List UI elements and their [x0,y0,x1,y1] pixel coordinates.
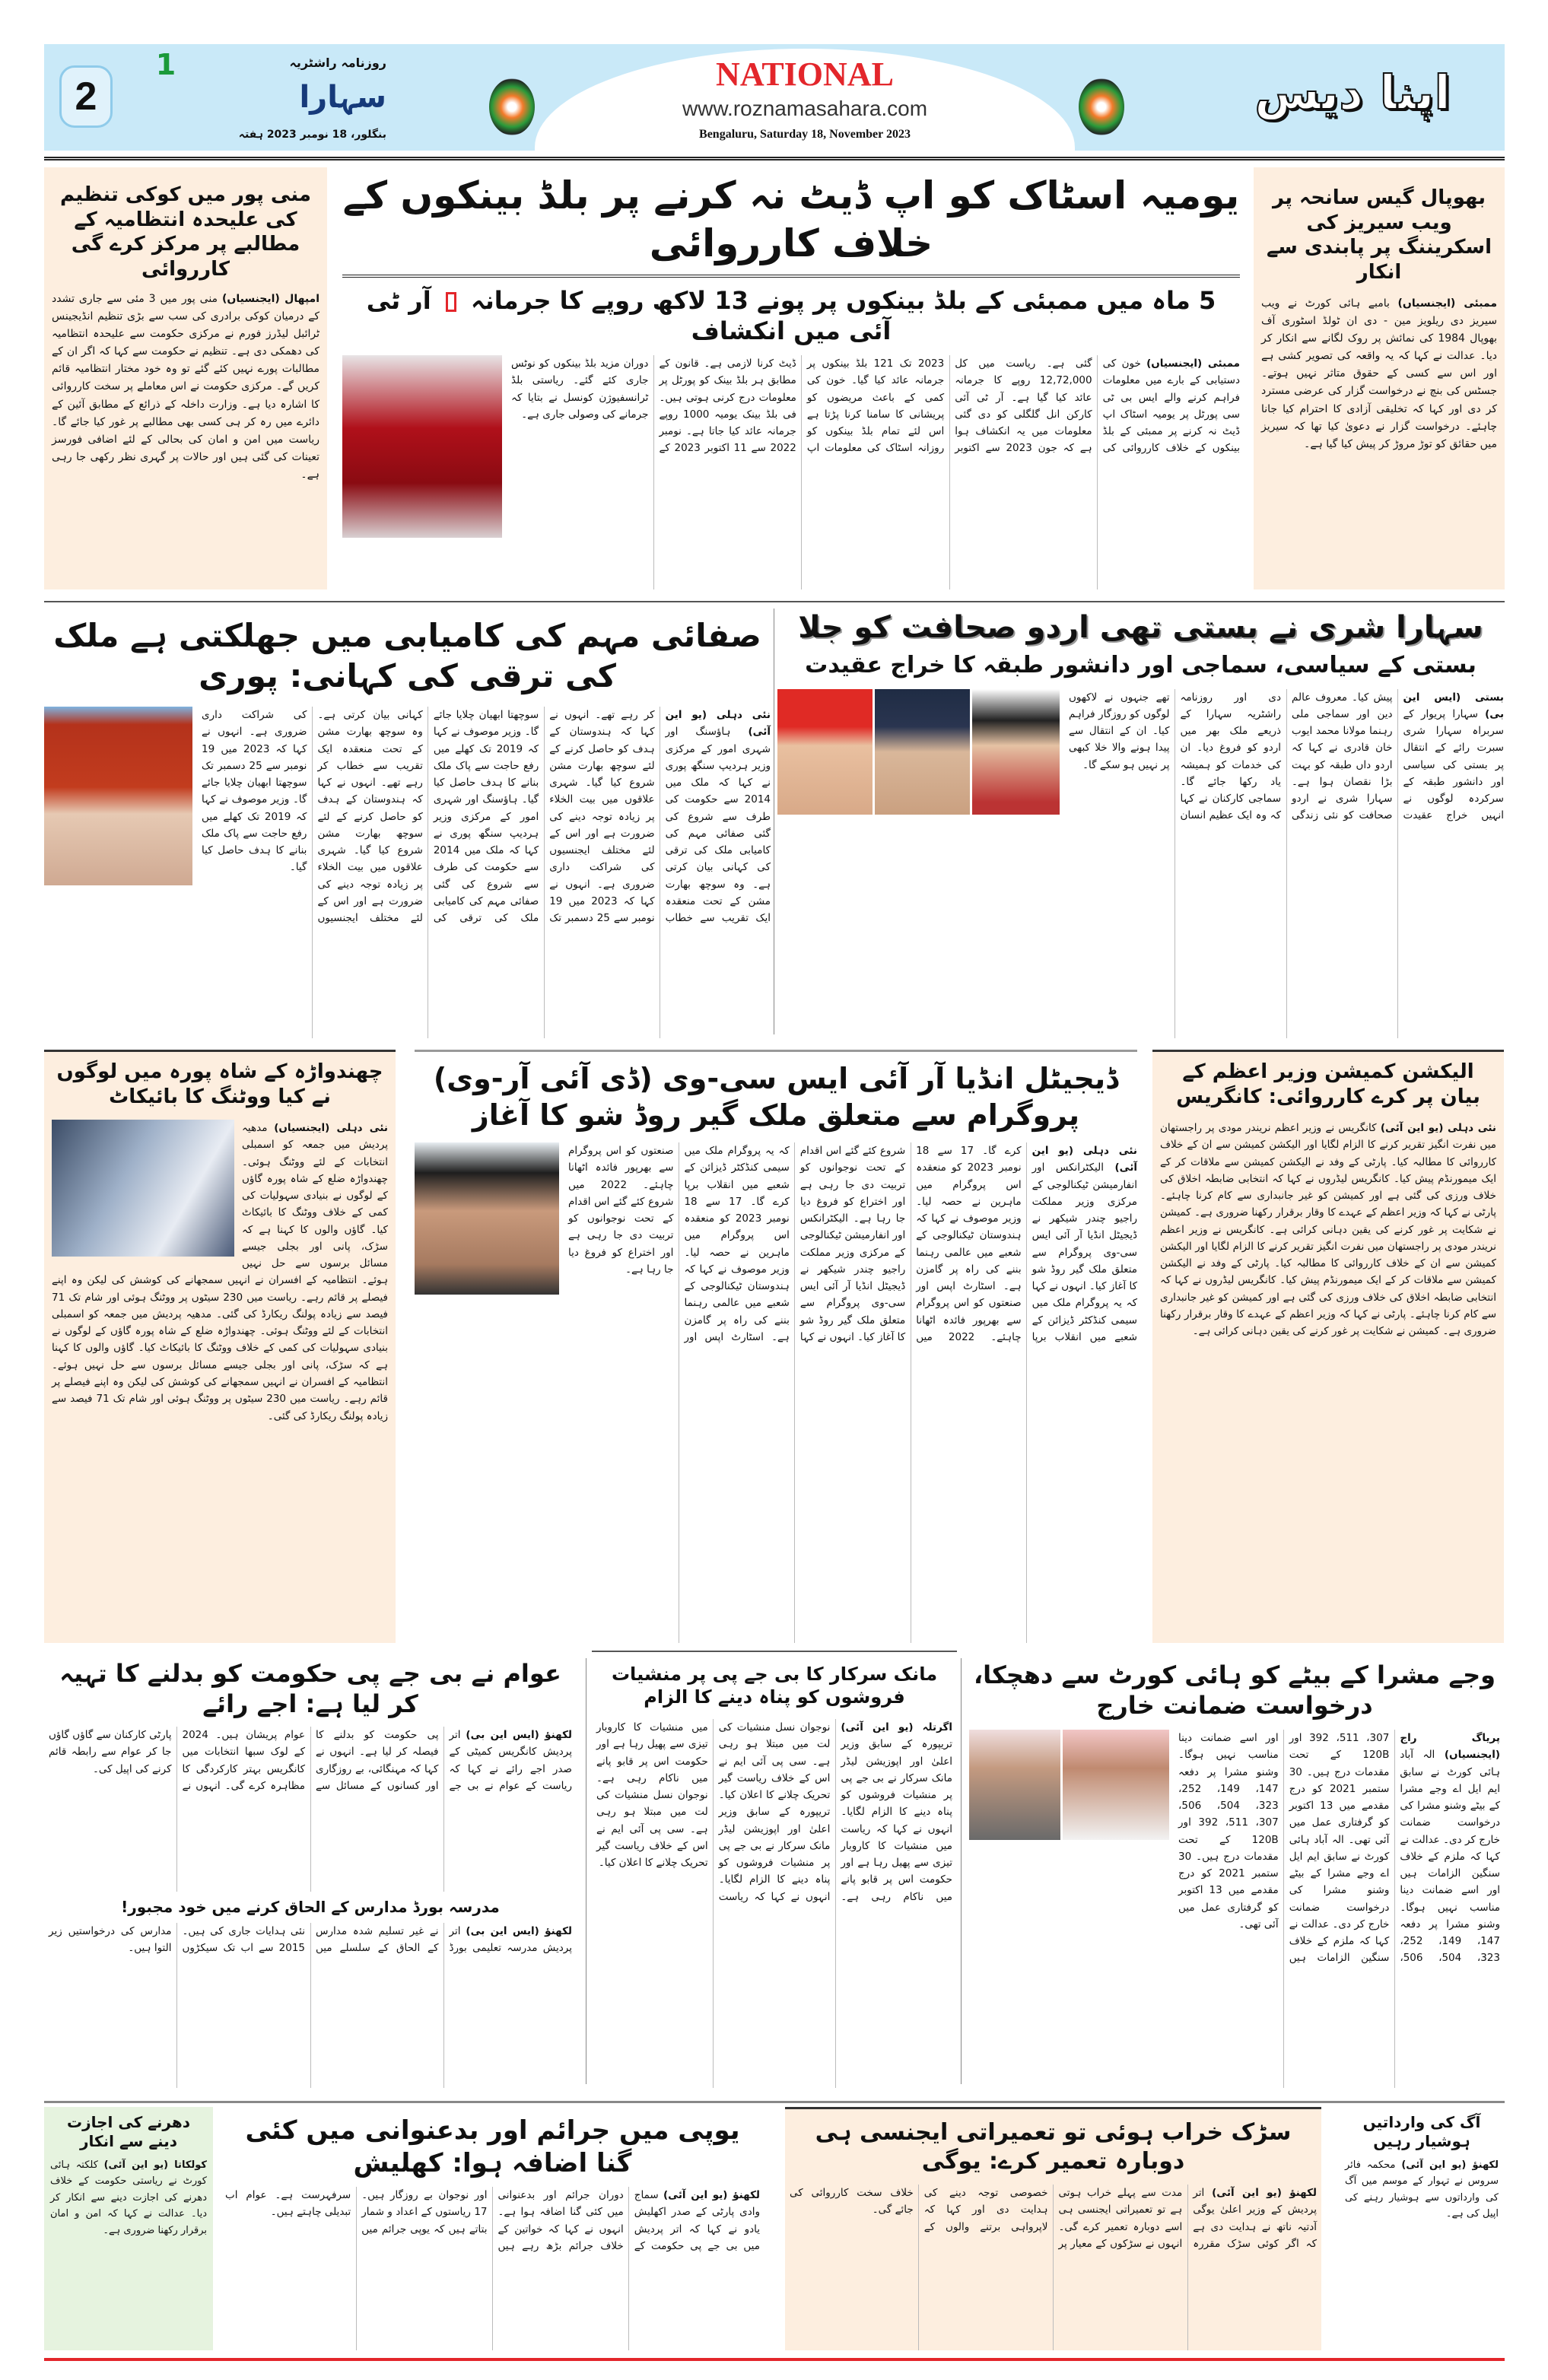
page-number-badge [59,65,113,128]
divider [44,601,1505,602]
article-body [1160,1120,1496,1635]
body-text: خون کی دستیابی کے بارے میں معلومات فراہم کرنے والے ایس بی ٹی سی پورٹل پر یومیہ اسٹاک اپ ڈیٹ نہ کرنے پر ممبئی کے بلڈ بینکوں کے خلاف کارروائی کی گئی ہے۔ ریاست میں کل 12,72,000 روپے کا جرمانہ عائد کیا گیا ہے۔ آر ٹی آئی کارکن انل گلگلی کو دی گئی معلومات میں یہ انکشاف ہوا ہے کہ جون 2023 سے اکتوبر 2023 تک 121 بلڈ بینکوں پر جرمانہ عائد کیا گیا۔ خون کی کمی کے باعث مریضوں کو پریشانی کا سامنا کرنا پڑتا ہے اس لئے تمام بلڈ بینکوں کو روزانہ اسٹاک کی معلومات اپ ڈیٹ کرنا لازمی ہے۔ قانون کے مطابق ہر بلڈ بینک کو پورٹل پر معلومات درج کرنی ہوتی ہیں۔ فی بلڈ بینک یومیہ 1000 روپے جرمانہ عائد کیا جاتا ہے۔ نومبر 2022 سے 11 اکتوبر 2023 کے دوران مزید بلڈ بینکوں کو نوٹس جاری کئے گئے۔ ریاستی بلڈ ٹرانسفیوژن کونسل نے بتایا کہ جرمانے کی وصولی جاری ہے۔ [511,357,1240,455]
article-body [592,1719,957,2088]
body-text: اتر پردیش مدرسہ تعلیمی بورڈ نے غیر تسلیم شدہ مدارس کے الحاق کے سلسلے میں نئی ہدایات جاری کی ہیں۔ 2015 سے اب تک سیکڑوں مدارس کی درخواستیں زیر التوا ہیں۔ [49,1925,572,1955]
dateline: لکھنؤ (یو این آئی) [663,2189,760,2201]
dateline: نئی دہلی (یو این آئی) [665,709,771,739]
body-text: ہاؤسنگ اور شہری امور کے مرکزی وزیر ہردیپ سنگھ پوری نے کہا کہ ملک میں 2014 سے حکومت کی طرف سے شروع کی گئی صفائی مہم کی کامیابی ملک کی ترقی کی کہانی بیان کرتی ہے۔ وہ سوچھ بھارت مشن کے تحت منعقدہ ایک تقریب سے خطاب کر رہے تھے۔ انہوں نے کہا کہ ہندوستان کے ہدف کو حاصل کرنے کے لئے سوچھ بھارت مشن شروع کیا گیا۔ شہری علاقوں میں بیت الخلاء پر زیادہ توجہ دینے کی ضرورت ہے اور اس کے لئے مختلف ایجنسیوں کی شراکت داری ضروری ہے۔ انہوں نے کہا کہ 2023 میں 19 نومبر سے 25 دسمبر تک سوچھتا ابھیان چلایا جائے گا۔ وزیر موصوف نے کہا کہ 2019 تک کھلے میں رفع حاجت سے پاک ملک بنانے کا ہدف حاصل کیا گیا۔ [202,709,539,925]
article-chhindwara [44,1050,396,1643]
article-digital-india [415,1050,1137,1643]
dateline: نئی دہلی (یو این آئی) [1031,1145,1138,1174]
body-text: مدھیہ پردیش میں جمعہ کو اسمبلی انتخابات کے لئے ووٹنگ ہوئی۔ چھندواڑہ ضلع کے شاہ پورہ گاؤں کے لوگوں نے بنیادی سہولیات کی کمی کے خلاف ووٹنگ کا بائیکاٹ کیا۔ گاؤں والوں کا کہنا ہے کہ سڑک، پانی اور بجلی جیسے مسائل برسوں سے حل نہیں ہوئے۔ انتظامیہ کے افسران نے انہیں سمجھانے کی کوشش کی لیکن وہ اپنے فیصلے پر قائم رہے۔ ریاست میں 230 سیٹوں پر ووٹنگ ہوئی اور شام تک 71 فیصد سے زیادہ پولنگ ریکارڈ کی گئی۔ [52,1122,389,1320]
body-text: اتر پردیش کانگریس کمیٹی کے صدر اجے رائے نے کہا کہ ریاست کے عوام نے بی جے پی حکومت کو بدلنے کا فیصلہ کر لیا ہے۔ انہوں نے کہا کہ مہنگائی، بے روزگاری اور کسانوں کے مسائل سے عوام پریشان ہیں۔ 2024 کے لوک سبھا انتخابات میں کانگریس بہتر کارکردگی کا مظاہرہ کرے گی۔ انہوں نے پارٹی کارکنان سے گاؤں گاؤں جا کر عوام سے رابطہ قائم کرنے کی اپیل کی۔ [49,1729,572,1792]
article-dharna [44,2107,213,2350]
article-headline: مانک سرکار کا بی جے پی پر منشیات فروشوں کو پناہ دینے کا الزام [611,1663,938,1708]
divider [961,1658,962,2084]
divider [44,2101,1505,2103]
portrait-photo [1063,1730,1169,1840]
article-headline: دھرنے کی اجازت دینے سے انکار [67,2113,190,2150]
article-content [415,1142,1137,1643]
dateline-english: Bengaluru, Saturday 18, November 2023 [699,128,911,141]
article-headline: وجے مشرا کے بیٹے کو ہائی کورٹ سے دھچکا، درخواست ضمانت خارج [973,1660,1496,1720]
sunburst-icon [489,78,535,135]
article-aag [1339,2107,1505,2350]
article-headline: آگ کی وارداتیں ہوشیار رہیں [1362,2113,1481,2150]
article-sarak [785,2107,1321,2350]
rajeev-chandrasekhar-photo [415,1142,559,1295]
dateline: لکھنؤ (ایس این بی) [466,1729,572,1741]
article-headline: یوپی میں جرائم اور بدعنوانی میں کئی گنا اضافہ ہوا: کھلیش [245,2115,740,2178]
article-election-commission [1152,1050,1504,1643]
article-headline: ڈیجیٹل انڈیا آر آئی ایس سی-وی (ڈی آئی آر-وی) پروگرام سے متعلق ملک گیر روڈ شو کا آغاز [433,1062,1119,1132]
body-text: الہ آباد ہائی کورٹ نے سابق ایم ایل اے وجے مشرا کے بیٹے وشنو مشرا کی درخواست ضمانت خارج کر دی۔ عدالت نے کہا کہ ملزم کے خلاف سنگین الزامات ہیں اور اسے ضمانت دینا مناسب نہیں ہوگا۔ وشنو مشرا پر دفعہ 147، 149، 252، 323، 504، 506، 307، 511، 392 اور 120B کے تحت مقدمات درج ہیں۔ 30 ستمبر 2021 کو درج مقدمے میں 13 اکتوبر کو گرفتاری عمل میں آئی تھی۔ [1289,1732,1500,1965]
article-headline: صفائی مہم کی کامیابی میں جھلکتی ہے ملک کی ترقی کی کہانی: پوری [53,617,761,694]
bullet-icon [446,292,456,312]
article-headline: بھوپال گیس سانحہ پر ویب سیریز کی اسکریننگ پر پابندی سے انکار [1266,186,1492,284]
article-body [52,291,319,582]
article-headline: چھندواڑہ کے شاہ پورہ میں لوگوں نے کیا ووٹنگ کا بائیکاٹ [56,1060,383,1108]
article-content [965,1730,1505,2088]
article-sahara-shri [777,609,1504,1038]
dateline: نئی دہلی (یو این آئی) [1380,1122,1496,1134]
masthead [44,44,1505,151]
portrait-photos [777,689,1060,815]
website-link[interactable]: www.roznamasahara.com [682,97,928,120]
article-subheadline: بستی کے سیاسی، سماجی اور دانشور طبقہ کا خراج عقیدت [805,652,1476,678]
body-text: تریپورہ کے سابق وزیر اعلیٰ اور اپوزیشن لیڈر مانک سرکار نے بی جے پی پر منشیات فروشوں کو پناہ دینے کا الزام لگایا۔ انہوں نے کہا کہ ریاست میں منشیات کا کاروبار تیزی سے پھیل رہا ہے اور حکومت اس پر قابو پانے میں ناکام رہی ہے۔ نوجوان نسل منشیات کی لت میں مبتلا ہو رہی ہے۔ سی پی آئی ایم نے اس کے خلاف ریاست گیر تحریک چلانے کا اعلان کیا۔ [596,1721,831,1903]
article-body [1261,295,1497,582]
hardeep-puri-photo [44,707,192,885]
article-body [221,2187,764,2350]
body-text: کانگریس نے وزیر اعظم نریندر مودی پر راجستھان میں نفرت انگیز تقریر کرنے کا الزام لگایا اور الیکشن کمیشن سے ان کے خلاف کارروائی کا مطالبہ کیا۔ پارٹی کے وفد نے الیکشن کمیشن سے ملاقات کر کے ایک میمورنڈم پیش کیا۔ کانگریس لیڈروں نے کہا کہ انتخابی ضابطہ اخلاق کی خلاف ورزی کی گئی ہے اور کمیشن کو غیر جانبداری سے کام کرنا چاہئے۔ پارٹی نے کہا کہ وزیر اعظم کے عہدے کا وقار برقرار رکھنا ضروری ہے۔ کمیشن نے شکایت پر غور کرنے کی یقین دہانی کرائی ہے۔ [1160,1122,1496,1236]
article-awam [44,1651,577,2088]
article-up-crime [221,2107,764,2350]
dateline: اگرتلہ (یو این آئی) [841,1721,952,1733]
body-text: سہارا پریوار کے سربراہ سہارا شری سبرت رائے کے انتقال پر بستی کی سیاسی اور دانشور طبقہ کے سرکردہ لوگوں نے انہیں خراج عقیدت پیش کیا۔ معروف عالم دین اور سماجی ملی رہنما مولانا محمد ایوب خان قادری نے کہا کہ اردو داں طبقہ کو بہت بڑا نقصان ہوا ہے۔ سہارا شری نے اردو صحافت کو نئی زندگی دی اور روزنامہ راشٹریہ سہارا کے ذریعے ملک بھر میں اردو کو فروغ دیا۔ ان کی خدمات کو ہمیشہ یاد رکھا جائے گا۔ سماجی کارکنان نے کہا کہ وہ ایک عظیم انسان تھے جنہوں نے لاکھوں لوگوں کو روزگار فراہم کیا۔ ان کے انتقال سے پیدا ہونے والا خلا کبھی پر نہیں ہو سکے گا۔ [1069,691,1504,822]
article-bhopal [1254,167,1505,589]
body-text: سماج وادی پارٹی کے صدر اکھلیش یادو نے کہا کہ اتر پردیش میں بی جے پی حکومت کے دوران جرائم اور بدعنوانی میں کئی گنا اضافہ ہوا ہے۔ انہوں نے کہا کہ خواتین کے خلاف جرائم بڑھ رہے ہیں اور نوجوان بے روزگار ہیں۔ 17 ریاستوں کے اعداد و شمار بتاتے ہیں کہ یوپی جرائم میں سرفہرست ہے۔ عوام اب تبدیلی چاہتے ہیں۔ [225,2189,760,2252]
sahara-logo: سہارا [299,80,386,115]
article-headline: سہارا شری نے بستی تھی اردو صحافت کو جلا [798,610,1483,645]
article-headline: منی پور میں کوکی تنظیم کی علیحدہ انتظامیہ کے مطالبے پر مرکز کرے گی کارروائی [60,183,311,281]
dateline: لکھنؤ (یو این آئی) [1401,2159,1499,2171]
article-body [52,1120,388,1635]
article-safai [44,609,771,1038]
body-text: مدھیہ پردیش میں جمعہ کو اسمبلی انتخابات کے لئے ووٹنگ ہوئی۔ چھندواڑہ ضلع کے شاہ پورہ گاؤں کے لوگوں نے بنیادی سہولیات کی کمی کے خلاف ووٹنگ کا بائیکاٹ کیا۔ گاؤں والوں کا کہنا ہے کہ سڑک، پانی اور بجلی جیسے مسائل برسوں سے حل نہیں ہوئے۔ انتظامیہ کے افسران نے انہیں سمجھانے کی کوشش کی لیکن وہ اپنے فیصلے پر قائم رہے۔ ریاست میں 230 سیٹوں پر ووٹنگ ہوئی اور شام تک 71 فیصد سے زیادہ پولنگ ریکارڈ کی گئی۔ [52,1308,388,1422]
article-content [777,689,1504,1039]
dateline: کولکاتا (یو این آئی) [103,2159,207,2171]
body-text: کلکتہ ہائی کورٹ نے ریاستی حکومت کے خلاف دھرنے کی اجازت دینے سے انکار کر دیا۔ عدالت نے کہا کہ امن و امان برقرار رکھنا ضروری ہے۔ [50,2159,207,2236]
subheadline-text: 5 ماہ میں ممبئی کے بلڈ بینکوں پر پونے 13 لاکھ روپے کا جرمانہ [470,286,1216,315]
body-text: کانگریس نے وزیر اعظم نریندر مودی پر راجستھان میں نفرت انگیز تقریر کرنے کا الزام لگایا اور الیکشن کمیشن سے ان کے خلاف کارروائی کا مطالبہ کیا۔ پارٹی کے وفد نے الیکشن کمیشن سے ملاقات کر کے ایک میمورنڈم پیش کیا۔ کانگریس لیڈروں نے کہا کہ انتخابی ضابطہ اخلاق کی خلاف ورزی کی گئی ہے اور کمیشن کو غیر جانبداری سے کام کرنا چاہئے۔ پارٹی نے کہا کہ وزیر اعظم کے عہدے کا وقار برقرار رکھنا ضروری ہے۔ کمیشن نے شکایت پر غور کرنے کی یقین دہانی کرائی ہے۔ [1160,1223,1497,1338]
section-title-urdu: اپنا دیس [1254,65,1451,120]
article-body [785,2185,1321,2350]
article-body [1069,689,1504,1039]
body-text: الیکٹرانکس اور انفارمیشن ٹیکنالوجی کے مرکزی وزیر مملکت راجیو چندر شیکھر نے ڈیجیٹل انڈیا آر آئی ایس سی-وی پروگرام سے متعلق ملک گیر روڈ شو کا آغاز کیا۔ انہوں نے کہا کہ یہ پروگرام ملک میں سیمی کنڈکٹر ڈیزائن کے شعبے میں انقلاب برپا کرے گا۔ 17 سے 18 نومبر 2023 کو منعقدہ اس پروگرام میں ماہرین نے حصہ لیا۔ وزیر موصوف نے کہا کہ ہندوستان ٹیکنالوجی کے شعبے میں عالمی رہنما بننے کی راہ پر گامزن ہے۔ اسٹارٹ اپس اور صنعتوں کو اس پروگرام سے بھرپور فائدہ اٹھانا چاہئے۔ 2022 میں شروع کئے گئے اس اقدام کے تحت نوجوانوں کو تربیت دی جا رہی ہے اور اختراع کو فروغ دیا جا رہا ہے۔ [799,1145,1137,1343]
anniversary-mark: 1 [155,48,176,81]
header-rule [44,157,1505,160]
sub-article-body [44,1923,577,2088]
body-text: الہ آباد ہائی کورٹ نے سابق ایم ایل اے وجے مشرا کے بیٹے وشنو مشرا کی درخواست ضمانت خارج کر دی۔ عدالت نے کہا کہ ملزم کے خلاف سنگین الزامات ہیں اور اسے ضمانت دینا مناسب نہیں ہوگا۔ وشنو مشرا پر دفعہ 147، 149، 252، 323، 504، 506، 307، 511، 392 اور 120B کے تحت مقدمات درج ہیں۔ 30 ستمبر 2021 کو درج مقدمے میں 13 اکتوبر کو گرفتاری عمل میں آئی تھی۔ [1178,1732,1390,1965]
blood-bag-photo [342,355,502,538]
portrait-photo [777,689,873,815]
article-mishra [965,1651,1505,2088]
dateline: پریاگ راج (ایجنسیاں) [1400,1732,1500,1762]
evm-voting-photo [52,1120,234,1257]
dateline: امپھال (ایجنسیاں) [222,293,320,305]
article-blood-bank [335,167,1248,589]
dateline: بستی (ایس این بی) [1403,691,1505,720]
dateline: ممبئی (ایجنسیاں) [1397,297,1497,310]
dateline: نئی دہلی (ایجنسیاں) [274,1122,388,1134]
portrait-photo [875,689,970,815]
article-body [511,355,1240,589]
dateline: ممبئی (ایجنسیاں) [1146,357,1240,370]
subheadline-text-2: آر ٹی آئی میں انکشاف [366,286,892,345]
sunburst-icon [1079,78,1124,135]
article-headline: عوام نے بی جے پی حکومت کو بدلنے کا تہیہ کر لیا ہے: اجے رائے [59,1659,561,1718]
article-content [342,355,1240,589]
logo-subtitle: روزنامہ راشٹریہ [289,56,386,70]
portrait-photos [969,1730,1169,1840]
dateline: لکھنؤ (ایس این بی) [466,1925,572,1937]
article-headline: یومیہ اسٹاک کو اپ ڈیٹ نہ کرنے پر بلڈ بینکوں کے خلاف کارروائی [342,172,1240,278]
body-text: محکمہ فائر سروس نے تہوار کے موسم میں آگ کی وارداتوں سے ہوشیار رہنے کی اپیل کی ہے۔ [1345,2159,1499,2220]
body-text: بامبے ہائی کورٹ نے ویب سیریز دی ریلویز مین - دی ان ٹولڈ اسٹوری آف بھوپال 1984 کی نمائش پر روک لگانے سے انکار کر دیا۔ عدالت نے کہا کہ یہ واقعہ کی تصویر کشی ہے اور اس سے کسی کے حقوق متاثر نہیں ہوتے۔ جسٹس کی بنچ نے درخواست گزار کی عرضی مسترد کر دی اور کہا کہ تخلیقی آزادی کا احترام کیا جانا چاہئے۔ درخواست گزار نے دعویٰ کیا تھا کہ سیریز میں حقائق کو توڑ مروڑ کر پیش کیا گیا ہے۔ [1261,297,1498,450]
portrait-photo [972,689,1060,815]
article-headline: الیکشن کمیشن وزیر اعظم کے بیان پر کرے کارروائی: کانگریس [1176,1060,1480,1108]
page-number: 2 [75,75,97,119]
section-title-english: NATIONAL [716,56,894,93]
body-text: ہاؤسنگ اور شہری امور کے مرکزی وزیر ہردیپ سنگھ پوری نے کہا کہ ملک میں 2014 سے حکومت کی طرف سے شروع کی گئی صفائی مہم کی کامیابی ملک کی ترقی کی کہانی بیان کرتی ہے۔ وہ سوچھ بھارت مشن کے تحت منعقدہ ایک تقریب سے خطاب کر رہے تھے۔ انہوں نے کہا کہ ہندوستان کے ہدف کو حاصل کرنے کے لئے سوچھ بھارت مشن شروع کیا گیا۔ شہری علاقوں میں بیت الخلاء پر زیادہ توجہ دینے کی ضرورت ہے اور اس کے لئے مختلف ایجنسیوں کی شراکت داری ضروری ہے۔ انہوں نے کہا کہ 2023 میں 19 نومبر سے 25 دسمبر تک سوچھتا ابھیان چلایا جائے گا۔ وزیر موصوف نے کہا کہ 2019 تک کھلے میں رفع حاجت سے پاک ملک بنانے کا ہدف حاصل کیا گیا۔ [433,709,771,925]
portrait-photo [969,1730,1060,1840]
article-body [44,1727,577,1892]
article-headline: سڑک خراب ہوئی تو تعمیراتی ایجنسی ہی دوبارہ تعمیر کرے: یوگی [815,2119,1292,2175]
article-manik-sarkar [592,1651,957,2088]
footer-rule [44,2358,1505,2361]
article-body [1345,2157,1499,2344]
sub-article-headline: مدرسہ بورڈ مدارس کے الحاق کرنے میں خود مجبور! [121,1898,500,1916]
body-text: الیکٹرانکس اور انفارمیشن ٹیکنالوجی کے مرکزی وزیر مملکت راجیو چندر شیکھر نے ڈیجیٹل انڈیا آر آئی ایس سی-وی پروگرام سے متعلق ملک گیر روڈ شو کا آغاز کیا۔ انہوں نے کہا کہ یہ پروگرام ملک میں سیمی کنڈکٹر ڈیزائن کے شعبے میں انقلاب برپا کرے گا۔ 17 سے 18 نومبر 2023 کو منعقدہ اس پروگرام میں ماہرین نے حصہ لیا۔ وزیر موصوف نے کہا کہ ہندوستان ٹیکنالوجی کے شعبے میں عالمی رہنما بننے کی راہ پر گامزن ہے۔ اسٹارٹ اپس اور صنعتوں کو اس پروگرام سے بھرپور فائدہ اٹھانا چاہئے۔ 2022 میں شروع کئے گئے اس اقدام کے تحت نوجوانوں کو تربیت دی جا رہی ہے اور اختراع کو فروغ دیا جا رہا ہے۔ [568,1145,906,1343]
article-subheadline [342,285,1240,346]
body-text: اتر پردیش کے وزیر اعلیٰ یوگی آدتیہ ناتھ نے ہدایت دی ہے کہ اگر کوئی سڑک مقررہ مدت سے پہلے خراب ہوتی ہے تو تعمیراتی ایجنسی ہی اسے دوبارہ تعمیر کرے گی۔ انہوں نے سڑکوں کے معیار پر خصوصی توجہ دینے کی ہدایت دی اور کہا کہ لاپرواہی برتنے والوں کے خلاف سخت کارروائی کی جائے گی۔ [790,2187,1317,2250]
body-text: منی پور میں 3 مئی سے جاری تشدد کے درمیان کوکی برادری کی سب سے بڑی تنظیم انڈیجینس ٹرائبل لیڈرز فورم نے مرکزی حکومت سے علیحدہ انتظامیہ کی دھمکی دی ہے۔ تنظیم نے حکومت سے کہا کہ اگر ان کے مطالبات پورے نہیں کئے گئے تو وہ خود مختار انتظامیہ قائم کریں گے۔ مرکزی حکومت نے اس معاملے پر سخت کارروائی کا اشارہ دیا ہے۔ وزارت داخلہ کے ذرائع کے مطابق آئین کے دائرے میں رہ کر ہی کسی بھی مطالبے پر غور کیا جائے گا۔ ریاست میں امن و امان کی بحالی کے لئے اضافی فورسز تعینات کی گئی ہیں اور حالات پر گہری نظر رکھی جا رہی ہے۔ [52,293,319,481]
article-body [202,707,771,1038]
body-text: تریپورہ کے سابق وزیر اعلیٰ اور اپوزیشن لیڈر مانک سرکار نے بی جے پی پر منشیات فروشوں کو پناہ دینے کا الزام لگایا۔ انہوں نے کہا کہ ریاست میں منشیات کا کاروبار تیزی سے پھیل رہا ہے اور حکومت اس پر قابو پانے میں ناکام رہی ہے۔ نوجوان نسل منشیات کی لت میں مبتلا ہو رہی ہے۔ سی پی آئی ایم نے اس کے خلاف ریاست گیر تحریک چلانے کا اعلان کیا۔ [718,1721,952,1903]
urdu-dateline: بنگلور، 18 نومبر 2023 ہفتہ [238,129,386,141]
article-body [1178,1730,1500,2088]
article-body [568,1142,1137,1643]
article-manipur [44,167,327,589]
dateline: لکھنؤ (یو این آئی) [1212,2187,1317,2199]
article-content [44,707,771,1038]
article-body [50,2157,207,2344]
